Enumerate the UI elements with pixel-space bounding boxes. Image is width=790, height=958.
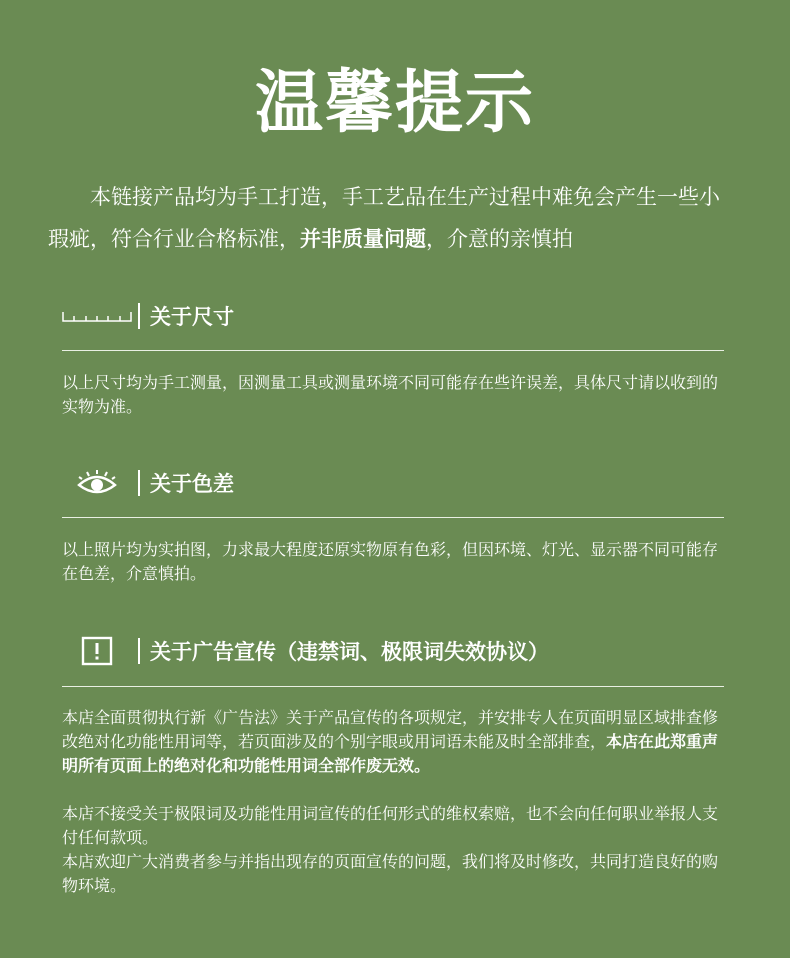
section-ad-paragraph-1 [62, 706, 727, 778]
intro-text-end: ，介意的亲慎拍 [426, 227, 573, 251]
divider-bar [138, 638, 140, 664]
eye-icon [62, 463, 132, 503]
section-ad-emphasis: 本店在此郑重声明所有页面上的绝对化和功能性用词全部作废无效。 [62, 732, 719, 775]
section-size-text: 以上尺寸均为手工测量，因测量工具或测量环境不同可能存在些许误差，具体尺寸请以收到的实物为准。 [62, 373, 719, 416]
section-ad-paragraph-2: 本店不接受关于极限词及功能性用词宣传的任何形式的维权索赔，也不会向任何职业举报人支付任何款项。 [62, 804, 719, 847]
section-ad-title: 关于广告宣传（违禁词、极限词失效协议） [150, 640, 549, 664]
section-size-body [62, 371, 727, 419]
section-color-rule [62, 517, 724, 518]
section-ad-body [62, 706, 727, 898]
section-ad-paragraph-3: 本店欢迎广大消费者参与并指出现存的页面宣传的问题，我们将及时修改，共同打造良好的购物环境。 [62, 852, 719, 895]
ruler-icon [62, 296, 132, 336]
section-ad-rule [62, 686, 724, 687]
intro-emphasis: 并非质量问题 [300, 227, 426, 251]
section-color-title: 关于色差 [150, 472, 234, 496]
page-title: 温馨提示 [254, 64, 535, 143]
section-ad-header [62, 631, 722, 671]
divider-bar [138, 470, 140, 496]
section-size-title: 关于尺寸 [150, 305, 234, 329]
section-color-text: 以上照片均为实拍图，力求最大程度还原实物原有色彩，但因环境、灯光、显示器不同可能存在色差，介意慎拍。 [62, 540, 719, 583]
intro-text: 本链接产品均为手工打造，手工艺品在生产过程中难免会产生一些小瑕疵，符合行业合格标准， [48, 185, 720, 251]
divider-bar [138, 303, 140, 329]
section-size-rule [62, 350, 724, 351]
exclamation-box-icon [62, 631, 132, 671]
section-ad-text: 本店全面贯彻执行新《广告法》关于产品宣传的各项规定，并安排专人在页面明显区域排查修改绝对化功能性用词等，若页面涉及的个别字眼或用词语未能及时全部排查， [62, 708, 719, 751]
intro-paragraph [48, 176, 738, 260]
section-size-header [62, 296, 722, 336]
section-color-body [62, 538, 727, 586]
section-color-header [62, 463, 722, 503]
